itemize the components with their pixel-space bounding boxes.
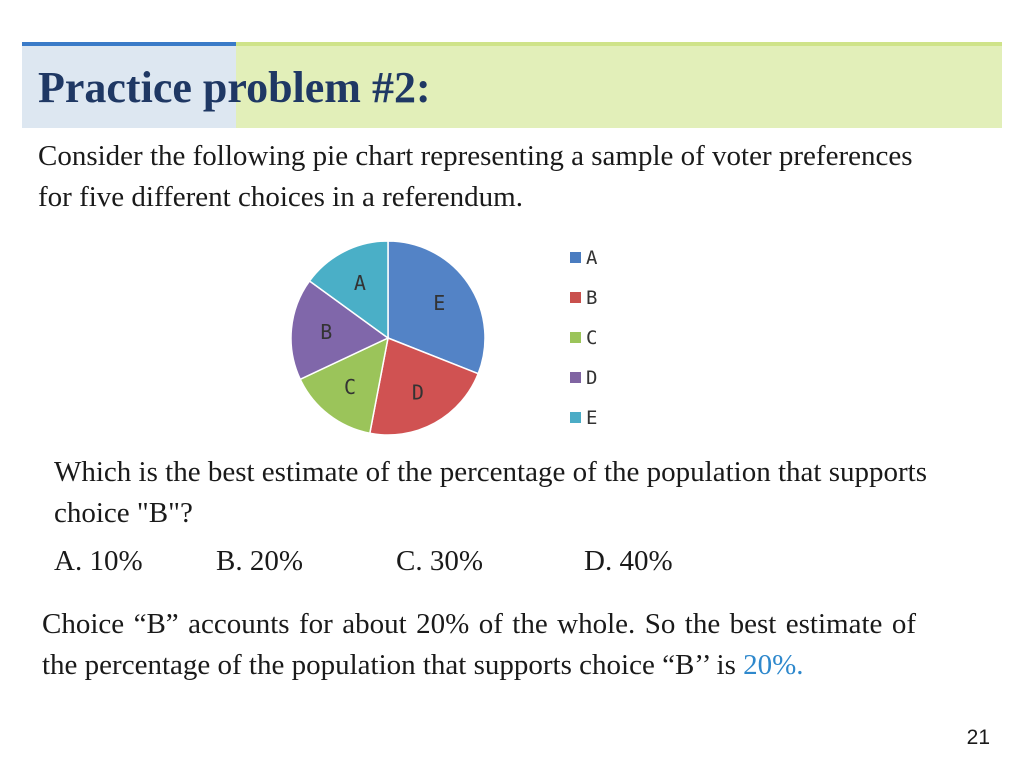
question-text: Which is the best estimate of the percentage of the population that supports choice "B"? xyxy=(54,456,927,529)
pie-slice-label-d: D xyxy=(411,380,424,405)
legend-label-d: D xyxy=(586,367,598,389)
option-c[interactable]: C. 30% xyxy=(396,545,483,577)
title-rule-blue xyxy=(22,42,236,46)
pie-slice-label-a: A xyxy=(353,270,366,295)
pie-slice-label-c: C xyxy=(343,375,357,399)
legend-label-e: E xyxy=(586,407,598,429)
pie-chart xyxy=(280,232,640,442)
legend-swatch-a xyxy=(570,252,581,263)
legend-label-a: A xyxy=(586,247,598,269)
answer-text: Choice “B” accounts for about 20% of the whole. So the best estimate of the percentage of the population that supports choice “B’’ is xyxy=(42,608,916,681)
pie-slice-label-b: B xyxy=(320,320,333,345)
intro-text: Consider the following pie chart representing a sample of voter preferences for five different choices in a referendum. xyxy=(38,140,913,213)
legend-label-c: C xyxy=(586,327,598,349)
legend-swatch-e xyxy=(570,412,581,423)
legend-swatch-c xyxy=(570,332,581,343)
title-rule-green xyxy=(236,42,1002,46)
option-b[interactable]: B. 20% xyxy=(216,545,303,577)
answer-highlight: 20%. xyxy=(743,649,804,681)
pie-slice-label-e: E xyxy=(433,291,446,316)
option-a[interactable]: A. 10% xyxy=(54,545,143,577)
chart-legend xyxy=(570,247,598,429)
legend-swatch-d xyxy=(570,372,581,383)
page-number: 21 xyxy=(966,726,990,749)
option-d[interactable]: D. 40% xyxy=(584,545,673,577)
legend-swatch-b xyxy=(570,292,581,303)
legend-label-b: B xyxy=(586,287,598,309)
answer-explanation xyxy=(42,604,916,686)
slide-title: Practice problem #2: xyxy=(38,63,431,112)
